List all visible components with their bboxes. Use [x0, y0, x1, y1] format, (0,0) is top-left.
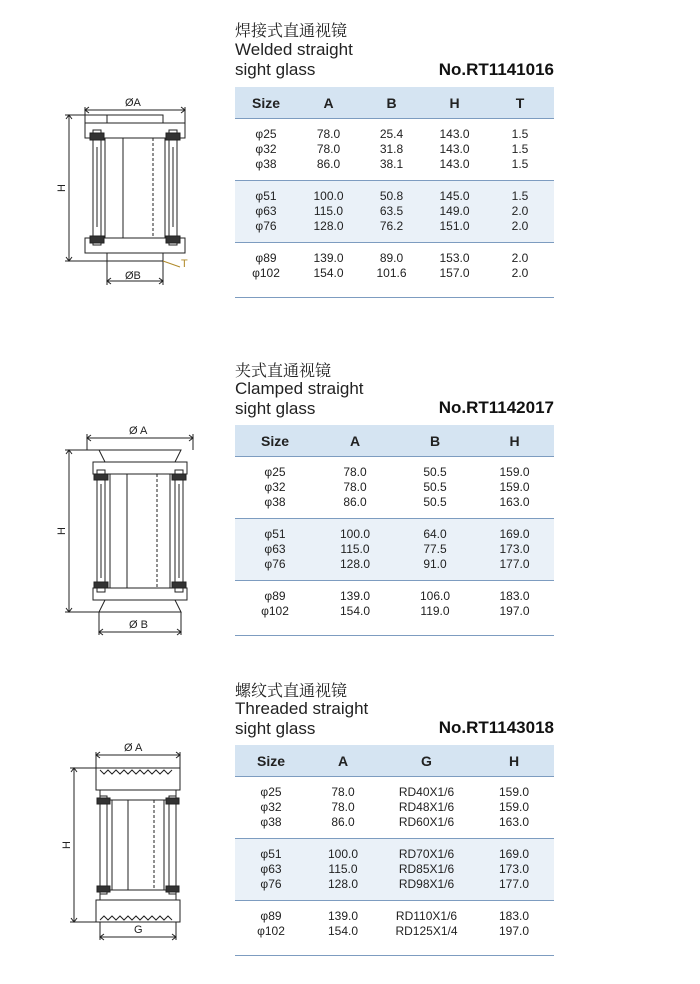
section-title-cn: 焊接式直通视镜: [235, 21, 348, 40]
table-cell: 173.0: [475, 542, 554, 557]
section-title-en-line2: sight glass: [235, 719, 316, 738]
dim-label-h: H: [61, 841, 73, 849]
table-cell: 50.5: [423, 480, 447, 494]
model-number: No.RT1143018: [438, 718, 554, 737]
table-row: [235, 480, 554, 495]
spec-table-welded: [235, 87, 554, 298]
table-cell: RD60X1/6: [398, 815, 455, 829]
table-cell: 50.8: [360, 189, 423, 204]
table-cell: 86.0: [343, 495, 367, 509]
clamped-sight-glass-drawing: [55, 420, 215, 640]
spec-table-clamped: [235, 425, 554, 636]
table-row: [235, 862, 554, 877]
table-cell: 159.0: [498, 785, 530, 799]
table-cell: 163.0: [499, 495, 530, 509]
table-cell: 86.0: [331, 815, 355, 829]
dim-label-h: H: [56, 527, 68, 535]
column-header: Size: [235, 87, 297, 119]
table-cell: 64.0: [395, 527, 475, 542]
table-cell: RD85X1/6: [379, 862, 474, 877]
table-cell: 106.0: [419, 589, 451, 603]
table-cell: 128.0: [315, 557, 395, 572]
table-cell: 143.0: [439, 157, 470, 171]
table-cell: 177.0: [475, 557, 554, 572]
table-cell: RD110X1/6: [395, 909, 458, 923]
table-cell: 78.0: [331, 785, 355, 799]
table-cell: φ63: [235, 862, 307, 877]
table-cell: 197.0: [498, 924, 530, 938]
table-cell: 63.5: [360, 204, 423, 219]
table-row: [235, 465, 554, 480]
welded-sight-glass-drawing: [55, 95, 215, 295]
table-cell: 163.0: [498, 815, 530, 829]
table-cell: φ89: [264, 589, 286, 603]
table-cell: 77.5: [395, 542, 475, 557]
table-row: [235, 251, 554, 266]
table-cell: 2.0: [511, 251, 529, 265]
table-row: [235, 495, 554, 510]
table-cell: φ76: [235, 557, 315, 572]
table-cell: 101.6: [376, 266, 407, 280]
spec-table-threaded: [235, 745, 554, 956]
table-cell: 154.0: [339, 604, 371, 618]
table-cell: 154.0: [327, 924, 359, 938]
dim-label-a: ØA: [125, 97, 141, 109]
table-cell: 115.0: [307, 862, 379, 877]
table-cell: 139.0: [327, 909, 359, 923]
table-cell: 78.0: [343, 465, 367, 479]
column-header: Size: [235, 425, 315, 457]
dim-label-g: G: [134, 924, 143, 936]
column-header: H: [474, 745, 554, 777]
table-cell: 86.0: [316, 157, 341, 171]
table-cell: 78.0: [343, 480, 367, 494]
table-cell: φ76: [235, 219, 297, 234]
section-title-cn: 螺纹式直通视镜: [235, 681, 348, 700]
column-header: T: [486, 87, 554, 119]
table-cell: 173.0: [474, 862, 554, 877]
table-row: [235, 142, 554, 157]
table-header-row: [235, 745, 554, 777]
section-title-en-line1: Welded straight: [235, 40, 353, 59]
table-cell: 169.0: [475, 527, 554, 542]
column-header: H: [475, 425, 554, 457]
table-cell: 91.0: [395, 557, 475, 572]
column-header: A: [307, 745, 379, 777]
threaded-sight-glass-drawing: [60, 740, 220, 950]
table-cell: φ51: [235, 189, 297, 204]
table-cell: 78.0: [331, 800, 355, 814]
table-cell: 159.0: [499, 480, 530, 494]
table-cell: φ63: [235, 542, 315, 557]
table-header-row: [235, 425, 554, 457]
table-cell: 2.0: [486, 204, 554, 219]
dim-label-a: Ø A: [124, 742, 143, 754]
table-row: [235, 557, 554, 572]
table-cell: 115.0: [297, 204, 360, 219]
model-number: No.RT1142017: [438, 398, 554, 417]
table-cell: φ32: [255, 142, 277, 156]
table-cell: φ25: [255, 127, 277, 141]
table-cell: 76.2: [360, 219, 423, 234]
table-cell: 143.0: [439, 127, 470, 141]
table-cell: 100.0: [307, 847, 379, 862]
dim-label-b: Ø B: [129, 619, 148, 631]
table-cell: φ51: [235, 527, 315, 542]
table-cell: 139.0: [339, 589, 371, 603]
table-cell: 177.0: [474, 877, 554, 892]
section-title-en-line1: Threaded straight: [235, 699, 369, 718]
table-cell: 100.0: [315, 527, 395, 542]
table-cell: 1.5: [511, 142, 529, 156]
table-cell: 159.0: [499, 465, 530, 479]
column-header: B: [395, 425, 475, 457]
table-cell: 50.5: [423, 465, 447, 479]
table-cell: RD40X1/6: [398, 785, 455, 799]
table-cell: φ32: [264, 480, 286, 494]
column-header: B: [360, 87, 423, 119]
table-cell: 169.0: [474, 847, 554, 862]
table-cell: φ89: [255, 251, 277, 265]
table-cell: 197.0: [499, 604, 530, 618]
table-cell: 78.0: [316, 142, 341, 156]
table-cell: 78.0: [316, 127, 341, 141]
table-header-row: [235, 87, 554, 119]
table-cell: 183.0: [499, 589, 530, 603]
table-row: [235, 219, 554, 234]
table-cell: 38.1: [379, 157, 404, 171]
table-row: [235, 204, 554, 219]
table-cell: 128.0: [297, 219, 360, 234]
table-row: [235, 527, 554, 542]
table-cell: φ25: [264, 465, 286, 479]
table-cell: RD125X1/4: [395, 924, 458, 938]
section-title-en-line1: Clamped straight: [235, 379, 364, 398]
table-row: [235, 815, 554, 830]
table-cell: 143.0: [439, 142, 470, 156]
section-title-en-line2: sight glass: [235, 60, 316, 79]
table-cell: φ102: [257, 924, 285, 938]
table-cell: 157.0: [439, 266, 470, 280]
table-cell: RD70X1/6: [379, 847, 474, 862]
table-row: [235, 266, 554, 281]
table-row: [235, 542, 554, 557]
dim-label-a: Ø A: [129, 425, 148, 437]
table-row: [235, 604, 554, 619]
section-title-en-line2: sight glass: [235, 399, 316, 418]
table-cell: 25.4: [379, 127, 404, 141]
table-cell: 154.0: [313, 266, 344, 280]
table-cell: 139.0: [313, 251, 344, 265]
table-row: [235, 877, 554, 892]
table-cell: φ102: [261, 604, 289, 618]
table-cell: φ51: [235, 847, 307, 862]
table-row: [235, 157, 554, 172]
table-cell: 145.0: [423, 189, 486, 204]
table-cell: φ89: [260, 909, 282, 923]
table-cell: φ38: [255, 157, 277, 171]
table-cell: 153.0: [439, 251, 470, 265]
column-header: Size: [235, 745, 307, 777]
table-cell: RD48X1/6: [398, 800, 455, 814]
model-number: No.RT1141016: [438, 60, 554, 79]
table-row: [235, 847, 554, 862]
dim-label-t: T: [181, 258, 188, 270]
table-cell: 2.0: [486, 219, 554, 234]
column-header: H: [423, 87, 486, 119]
dim-label-h: H: [56, 184, 68, 192]
table-cell: 149.0: [423, 204, 486, 219]
dim-label-b: ØB: [125, 270, 141, 282]
table-cell: 183.0: [498, 909, 530, 923]
table-cell: φ38: [260, 815, 282, 829]
table-cell: φ38: [264, 495, 286, 509]
table-row: [235, 589, 554, 604]
column-header: G: [379, 745, 474, 777]
table-cell: 100.0: [297, 189, 360, 204]
table-cell: 151.0: [423, 219, 486, 234]
table-row: [235, 924, 554, 939]
table-cell: 1.5: [486, 189, 554, 204]
table-cell: φ102: [252, 266, 280, 280]
column-header: A: [297, 87, 360, 119]
table-cell: φ76: [235, 877, 307, 892]
table-cell: 128.0: [307, 877, 379, 892]
column-header: A: [315, 425, 395, 457]
table-cell: 1.5: [511, 157, 529, 171]
table-cell: 31.8: [379, 142, 404, 156]
table-row: [235, 127, 554, 142]
section-title-cn: 夹式直通视镜: [235, 361, 332, 380]
table-cell: 115.0: [315, 542, 395, 557]
table-row: [235, 785, 554, 800]
table-cell: 50.5: [423, 495, 447, 509]
table-cell: φ63: [235, 204, 297, 219]
table-cell: 1.5: [511, 127, 529, 141]
table-cell: φ32: [260, 800, 282, 814]
table-cell: 119.0: [420, 604, 450, 618]
table-row: [235, 800, 554, 815]
table-cell: 89.0: [379, 251, 404, 265]
table-cell: 2.0: [511, 266, 529, 280]
table-cell: 159.0: [498, 800, 530, 814]
table-cell: φ25: [260, 785, 282, 799]
table-cell: RD98X1/6: [379, 877, 474, 892]
table-row: [235, 909, 554, 924]
table-row: [235, 189, 554, 204]
